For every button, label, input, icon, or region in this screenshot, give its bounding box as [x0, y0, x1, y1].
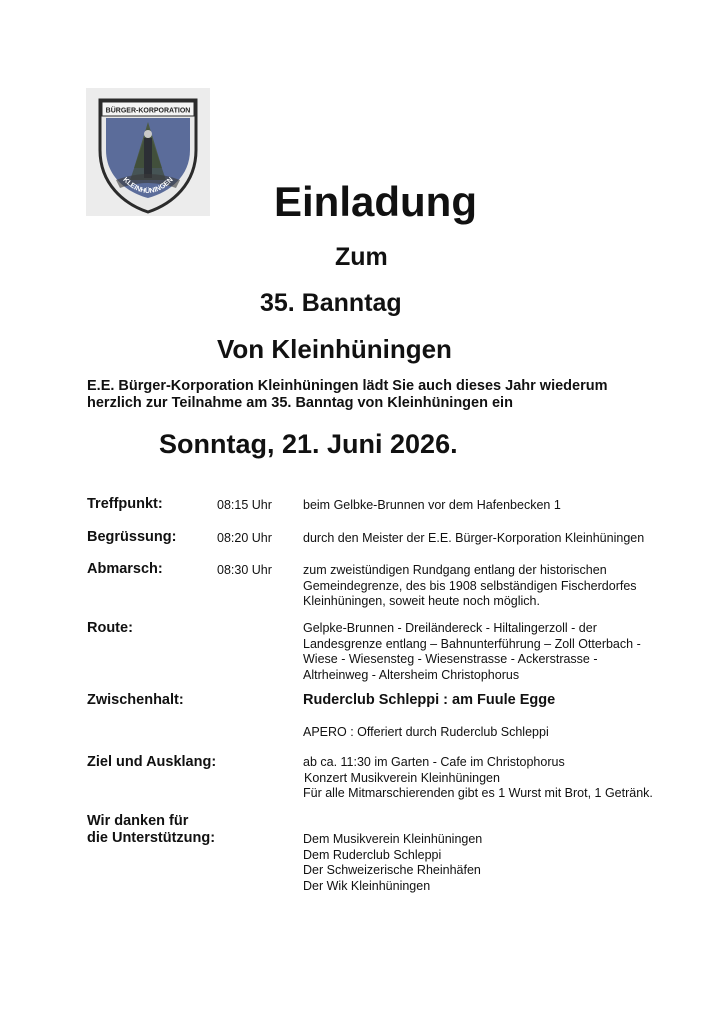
intro-line-1: E.E. Bürger-Korporation Kleinhüningen lädt Sie auch dieses Jahr wiederum — [87, 378, 608, 394]
abmarsch-line: zum zweistündigen Rundgang entlang der historischen — [303, 563, 607, 577]
ziel-label: Ziel und Ausklang: — [87, 754, 217, 770]
dank-label — [87, 813, 215, 847]
subtitle-location: Von Kleinhüningen — [217, 334, 452, 364]
abmarsch-label: Abmarsch: — [87, 561, 163, 577]
ziel-desc — [303, 755, 653, 802]
logo-top-text: BÜRGER-KORPORATION — [105, 107, 191, 115]
ziel-line: Für alle Mitmarschierenden gibt es 1 Wurst mit Brot, 1 Getränk. — [303, 786, 653, 800]
begruessung-desc: durch den Meister der E.E. Bürger-Korporation Kleinhüningen — [303, 531, 645, 545]
route-line: Wiese - Wiesensteg - Wiesenstrasse - Ackerstrasse - — [303, 652, 598, 666]
coat-of-arms-logo — [86, 88, 210, 216]
begruessung-time: 08:20 Uhr — [217, 531, 272, 545]
subtitle-zum: Zum — [335, 243, 388, 271]
sponsor-item: Der Schweizerische Rheinhäfen — [303, 863, 481, 877]
route-line: Altrheinweg - Altersheim Christophorus — [303, 667, 520, 682]
ziel-line: ab ca. 11:30 im Garten - Cafe im Christophorus — [303, 755, 565, 769]
logo-bottom-text: KLEINHÜNINGEN — [121, 176, 175, 196]
begruessung-label: Begrüssung: — [87, 529, 177, 545]
shield-emblem-icon — [86, 88, 210, 216]
sponsor-item: Der Wik Kleinhüningen — [303, 878, 431, 893]
route-line: Gelpke-Brunnen - Dreiländereck - Hiltalingerzoll - der — [303, 621, 597, 635]
sponsor-item: Dem Ruderclub Schleppi — [303, 847, 442, 862]
dank-label-line-2: die Unterstützung: — [87, 830, 216, 846]
abmarsch-line: Kleinhüningen, soweit heute noch möglich. — [303, 594, 540, 608]
zwischenhalt-label: Zwischenhalt: — [87, 692, 184, 708]
abmarsch-time: 08:30 Uhr — [217, 563, 272, 577]
dank-list — [303, 832, 482, 894]
treffpunkt-desc: beim Gelbke-Brunnen vor dem Hafenbecken 1 — [303, 498, 561, 512]
treffpunkt-time: 08:15 Uhr — [217, 498, 272, 512]
abmarsch-line: Gemeindegrenze, des bis 1908 selbständigen Fischerdorfes — [303, 578, 637, 593]
event-date: Sonntag, 21. Juni 2026. — [159, 429, 458, 459]
sponsor-item: Dem Musikverein Kleinhüningen — [303, 832, 483, 846]
route-desc — [303, 621, 641, 683]
abmarsch-desc — [303, 563, 637, 610]
dank-label-line-1: Wir danken für — [87, 813, 189, 829]
intro-line-2: herzlich zur Teilnahme am 35. Banntag von Kleinhüningen ein — [87, 395, 513, 411]
zwischenhalt-place: Ruderclub Schleppi : am Fuule Egge — [303, 692, 556, 708]
intro-text — [87, 378, 687, 412]
subtitle-banntag: 35. Banntag — [260, 289, 402, 317]
page-title: Einladung — [274, 178, 477, 225]
route-line: Landesgrenze entlang – Bahnunterführung – Zoll Otterbach - — [303, 636, 641, 651]
zwischenhalt-apero: APERO : Offeriert durch Ruderclub Schleppi — [303, 725, 549, 739]
treffpunkt-label: Treffpunkt: — [87, 496, 163, 512]
route-label: Route: — [87, 620, 133, 636]
ziel-line: Konzert Musikverein Kleinhüningen — [304, 770, 500, 785]
